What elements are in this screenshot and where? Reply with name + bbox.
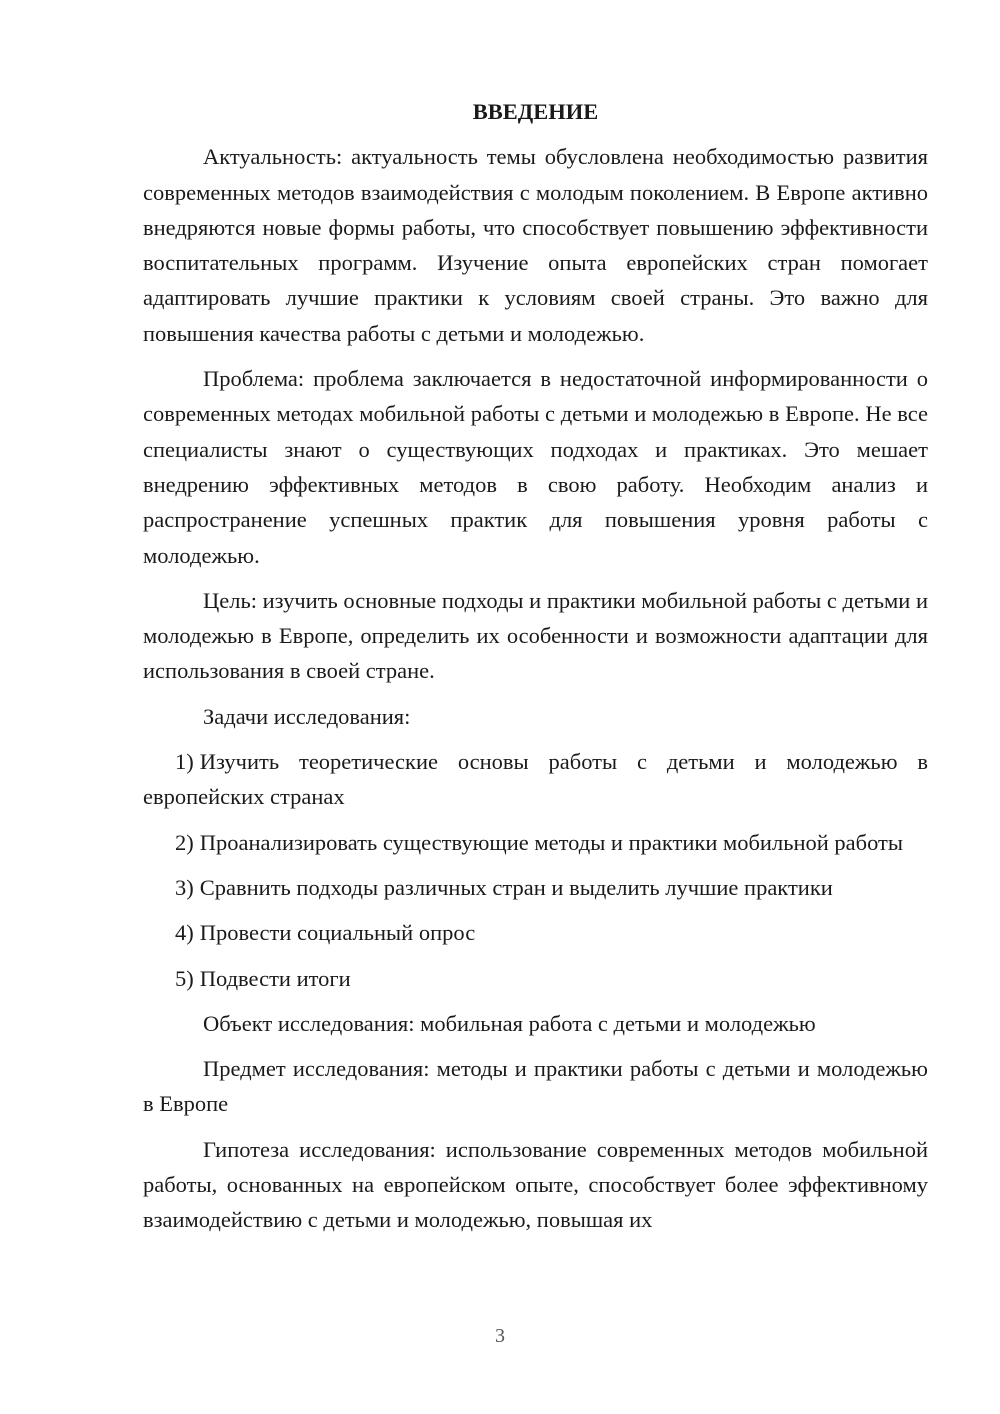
task-item-3: [143, 870, 928, 905]
task-text: Проанализировать существующие методы и практики мобильной работы: [199, 829, 903, 855]
task-number: 2): [175, 829, 194, 855]
task-text: Изучить теоретические основы работы с детьми и молодежью в европейских странах: [143, 749, 928, 810]
hypothesis-paragraph: Гипотеза исследования: использование современных методов мобильной работы, основанных на европейском опыте, способствует более эффективному взаимодействию с детьми и молодежью, повышая их: [143, 1136, 928, 1233]
task-text: Провести социальный опрос: [199, 920, 476, 946]
page-content: [143, 94, 928, 1248]
task-item-5: [143, 961, 928, 996]
task-item-2: [143, 825, 928, 860]
subject-paragraph: Предмет исследования: методы и практики работы с детьми и молодежью в Европе: [143, 1056, 928, 1117]
task-text: Подвести итоги: [199, 965, 351, 991]
problem-paragraph: Проблема: проблема заключается в недостаточной информированности о современных методах мобильной работы с детьми и молодежью в Европе. Не все специалисты знают о существующих подходах и практиках. Это мешает внедрению эффективных методов в свою работу. Необходим анализ и распространение успешных практик для повышения уровня работы с молодежью.: [143, 366, 928, 568]
task-number: 5): [175, 965, 194, 991]
task-number: 1): [175, 749, 194, 775]
relevance-paragraph: Актуальность: актуальность темы обусловлена необходимостью развития современных методов взаимодействия с молодым поколением. В Европе активно внедряются новые формы работы, что способствует повышению эффективности воспитательных программ. Изучение опыта европейских стран помогает адаптировать лучшие практики к условиям своей страны. Это важно для повышения качества работы с детьми и молодежью.: [143, 144, 928, 346]
task-item-1: [143, 744, 928, 815]
section-heading: ВВЕДЕНИЕ: [472, 99, 599, 124]
task-number: 4): [175, 920, 194, 946]
task-item-4: [143, 915, 928, 950]
page-number: 3: [495, 1325, 505, 1347]
object-paragraph: Объект исследования: мобильная работа с детьми и молодежью: [203, 1010, 816, 1036]
task-text: Сравнить подходы различных стран и выделить лучшие практики: [199, 874, 833, 900]
tasks-title: Задачи исследования:: [203, 703, 411, 729]
task-number: 3): [175, 874, 194, 900]
goal-paragraph: Цель: изучить основные подходы и практики мобильной работы с детьми и молодежью в Европе, определить их особенности и возможности адаптации для использования в своей стране.: [143, 587, 928, 684]
